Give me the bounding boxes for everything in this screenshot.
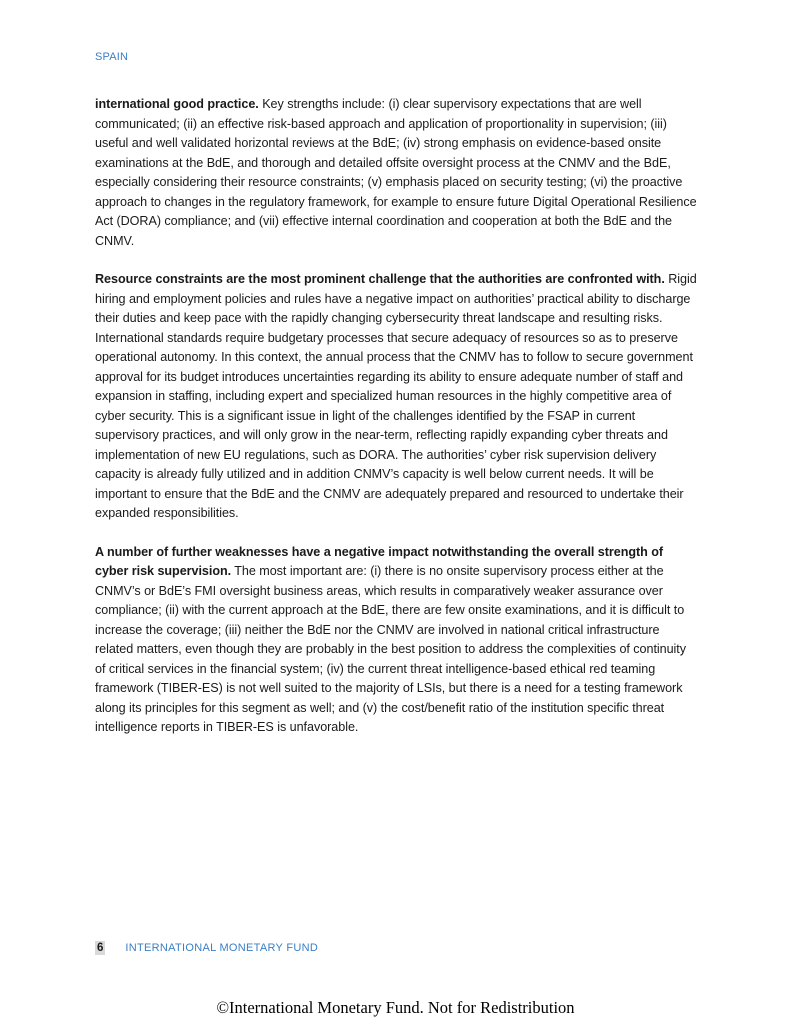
footer-publisher: INTERNATIONAL MONETARY FUND <box>125 942 319 954</box>
paragraph-lead: A number of further weaknesses have a negative impact notwithstanding the overall strength of cyber risk supervision. <box>95 544 664 578</box>
paragraph-resource-constraints <box>95 270 698 524</box>
paragraph-text: Key strengths include: (i) clear supervisory expectations that are well communicated; (ii) an effective risk-based approach and application of proportionality in supervision; (iii) useful and well validated horizontal reviews at the BdE; (iv) strong emphasis on evidence-based onsite examinations at the BdE, and thorough and detailed offsite oversight process at the CNMV and the BdE, especially considering their resource constraints; (v) emphasis placed on security testing; (vi) the proactive approach to changes in the regulatory framework, for example to ensure future Digital Operational Resilience Act (DORA) compliance; and (vii) effective internal coordination and cooperation at both the BdE and the CNMV. <box>95 97 697 248</box>
paragraph-text: Rigid hiring and employment policies and rules have a negative impact on authorities’ practical ability to discharge their duties and keep pace with the rapidly changing cybersecurity threat landscape and resulting risks. International standards require budgetary processes that secure adequacy of resources so as to preserve operational autonomy. In this context, the annual process that the CNMV has to follow to secure government approval for its budget introduces uncertainties regarding its ability to ensure adequate number of staff and expansion in staffing, including expert and specialized human resources in the highly competitive area of cyber security. This is a significant issue in light of the challenges identified by the FSAP in current supervisory practices, and will only grow in the near-term, reflecting rapidly expanding cyber threats and implementation of new EU regulations, such as DORA. The authorities’ cyber risk supervision delivery capacity is already fully utilized and in addition CNMV’s capacity is well below current needs. It will be important to ensure that the BdE and the CNMV are adequately prepared and resourced to undertake their expanded responsibilities. <box>95 272 697 520</box>
page-number: 6 <box>97 942 104 954</box>
paragraph-further-weaknesses <box>95 543 698 738</box>
document-body <box>95 95 698 757</box>
page-footer <box>95 941 318 955</box>
running-head: SPAIN <box>95 51 129 63</box>
redistribution-notice: ©International Monetary Fund. Not for Redistribution <box>216 998 575 1017</box>
paragraph-text: The most important are: (i) there is no onsite supervisory process either at the CNMV’s or BdE’s FMI oversight business areas, which results in comparatively weaker assurance over compliance; (ii) with the current approach at the BdE, there are few onsite examinations, and it is difficult to increase the coverage; (iii) neither the BdE nor the CNMV are involved in national critical infrastructure related matters, even though they are probably in the best position to address the complexities of continuity of critical services in the financial system; (iv) the current threat intelligence-based ethical red teaming framework (TIBER-ES) is not well suited to the majority of LSIs, but there is a need for a testing framework along its principles for this segment as well; and (v) the cost/benefit ratio of the institution specific threat intelligence reports in TIBER-ES is unfavorable. <box>95 564 687 734</box>
paragraph-lead: Resource constraints are the most prominent challenge that the authorities are confronted with. <box>95 272 665 286</box>
paragraph-lead: international good practice. <box>95 97 259 111</box>
paragraph-key-strengths <box>95 95 698 251</box>
